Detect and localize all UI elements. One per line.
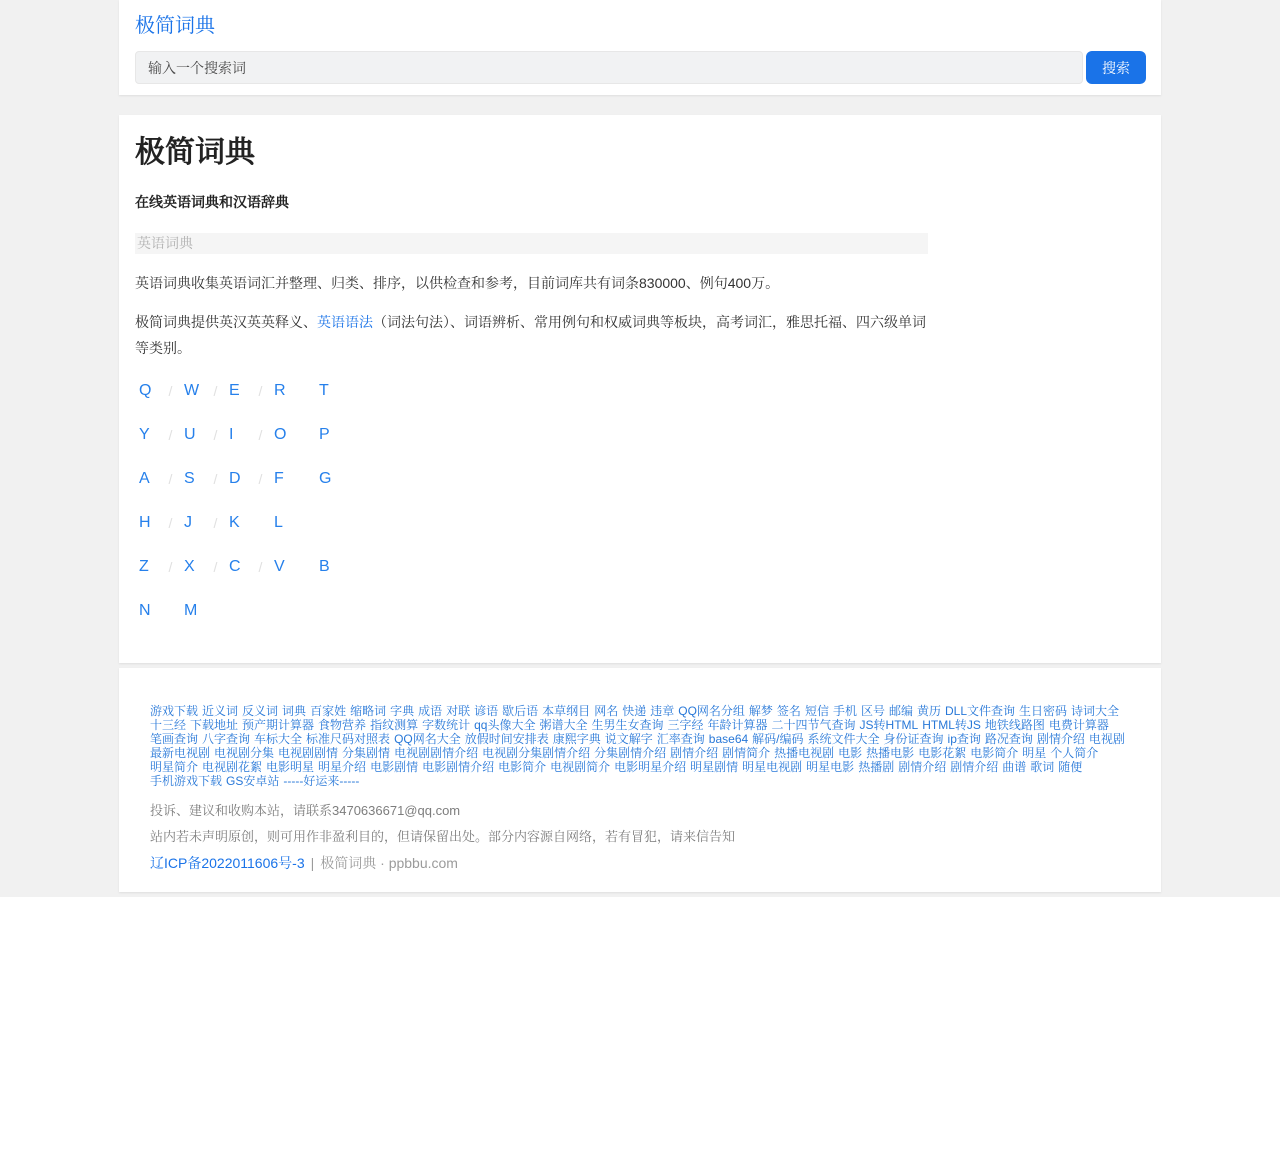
letter-link-h[interactable]: H bbox=[139, 514, 151, 531]
footer-link[interactable]: 随便 bbox=[1058, 760, 1083, 774]
footer-link[interactable]: 生男生女查询 bbox=[591, 718, 664, 732]
footer-link[interactable]: 快递 bbox=[622, 704, 647, 718]
letter-link-d[interactable]: D bbox=[229, 470, 241, 487]
footer-link[interactable]: 缩略词 bbox=[350, 704, 387, 718]
footer-link[interactable]: base64 bbox=[708, 732, 749, 746]
footer-link[interactable]: 放假时间安排表 bbox=[464, 732, 549, 746]
letter-link-e[interactable]: E bbox=[229, 382, 240, 399]
letter-separator: / bbox=[213, 515, 218, 531]
letter-link-v[interactable]: V bbox=[274, 558, 285, 575]
footer-link-line bbox=[150, 774, 1130, 788]
copyright-notice: 站内若未声明原创，则可用作非盈利目的，但请保留出处。部分内容源自网络，若有冒犯，请来信告知 bbox=[150, 829, 736, 844]
letter-separator: / bbox=[213, 559, 218, 575]
footer-link[interactable]: 成语 bbox=[418, 704, 443, 718]
letter-link-i[interactable]: I bbox=[229, 426, 234, 443]
letter-row bbox=[139, 558, 1145, 576]
letter-separator: / bbox=[168, 383, 173, 399]
footer-link[interactable]: 八字查询 bbox=[202, 732, 251, 746]
footer-link[interactable]: 二十四节气查询 bbox=[771, 718, 856, 732]
features-text-before: 极简词典提供英汉英英释义、 bbox=[135, 314, 317, 330]
footer-link[interactable]: 电影明星 bbox=[266, 760, 315, 774]
footer-link[interactable]: 分集剧情介绍 bbox=[594, 746, 667, 760]
footer-link[interactable]: 电视剧剧情介绍 bbox=[394, 746, 479, 760]
footer-link[interactable]: 电视剧剧情 bbox=[278, 746, 339, 760]
footer-link[interactable]: 剧情介绍 bbox=[950, 760, 999, 774]
letter-link-a[interactable]: A bbox=[139, 470, 150, 487]
footer-link[interactable]: 违章 bbox=[650, 704, 675, 718]
footer-link[interactable]: HTML转JS bbox=[922, 718, 981, 732]
letter-separator: / bbox=[258, 471, 263, 487]
letter-link-n[interactable]: N bbox=[139, 602, 151, 619]
letter-row bbox=[139, 602, 1145, 620]
footer-link[interactable]: 指纹测算 bbox=[370, 718, 419, 732]
letter-separator: / bbox=[168, 559, 173, 575]
footer-link[interactable]: 歇后语 bbox=[502, 704, 539, 718]
footer-link[interactable]: 电影明星介绍 bbox=[614, 760, 687, 774]
footer-link[interactable]: QQ网名大全 bbox=[394, 732, 461, 746]
icp-record-link[interactable]: 辽ICP备2022011606号-3 bbox=[150, 855, 305, 871]
letter-separator: / bbox=[168, 427, 173, 443]
intro-paragraph: 英语词典收集英语词汇并整理、归类、排序，以供检查和参考，目前词库共有词条830000、例句400万。 bbox=[135, 275, 780, 291]
header bbox=[119, 0, 1161, 95]
letter-separator: / bbox=[258, 427, 263, 443]
footer-link[interactable]: QQ网名分组 bbox=[678, 704, 745, 718]
footer-link[interactable]: 近义词 bbox=[202, 704, 239, 718]
footer-link[interactable]: 分集剧情 bbox=[342, 746, 391, 760]
footer-link[interactable]: 手机游戏下载 bbox=[150, 774, 223, 788]
letter-row bbox=[139, 470, 1145, 488]
features-text-after: （词法句法）、词语辨析、常用例句和权威词典等板块，高考词汇，雅思托福、四六级单词等类别。 bbox=[135, 314, 926, 356]
letter-row bbox=[139, 514, 1145, 532]
site-name-text: 极简词典 · ppbbu.com bbox=[320, 855, 458, 871]
footer-link[interactable]: 词典 bbox=[282, 704, 307, 718]
letter-link-y[interactable]: Y bbox=[139, 426, 150, 443]
footer-link[interactable]: 邮编 bbox=[888, 704, 913, 718]
footer-link[interactable]: 曲谱 bbox=[1002, 760, 1027, 774]
footer-link[interactable]: DLL文件查询 bbox=[945, 704, 1016, 718]
letter-link-f[interactable]: F bbox=[274, 470, 284, 487]
footer-link[interactable]: 明星电影 bbox=[806, 760, 855, 774]
footer-link[interactable]: 本草纲目 bbox=[542, 704, 591, 718]
letter-link-w[interactable]: W bbox=[184, 382, 200, 399]
letter-link-j[interactable]: J bbox=[184, 514, 192, 531]
footer-link[interactable]: 电视剧分集 bbox=[214, 746, 275, 760]
footer-link[interactable]: 剧情介绍 bbox=[1036, 732, 1085, 746]
footer-link[interactable]: 三字经 bbox=[667, 718, 704, 732]
footer-link[interactable]: 游戏下载 bbox=[150, 704, 199, 718]
footer-link[interactable]: 说文解字 bbox=[604, 732, 653, 746]
footer-link[interactable]: 电视剧花絮 bbox=[202, 760, 263, 774]
footer-link[interactable]: 网名 bbox=[594, 704, 619, 718]
footer-link-line bbox=[150, 704, 1130, 718]
letter-separator: / bbox=[213, 383, 218, 399]
footer-link[interactable]: 电影剧情 bbox=[370, 760, 419, 774]
footer-link-line bbox=[150, 718, 1130, 732]
footer-link[interactable]: 热播剧 bbox=[858, 760, 895, 774]
footer-link[interactable]: 剧情介绍 bbox=[898, 760, 947, 774]
contact-line: 投诉、建议和收购本站，请联系3470636671@qq.com bbox=[150, 803, 461, 818]
footer-link[interactable]: 个人简介 bbox=[1050, 746, 1099, 760]
letter-link-p[interactable]: P bbox=[319, 426, 330, 443]
footer-link-line bbox=[150, 746, 1130, 760]
section-header-english-dictionary: 英语词典 bbox=[135, 233, 928, 254]
footer-link[interactable]: 生日密码 bbox=[1019, 704, 1068, 718]
footer-link[interactable]: 诗词大全 bbox=[1071, 704, 1120, 718]
footer-link[interactable]: 电视剧简介 bbox=[550, 760, 611, 774]
footer-link[interactable]: 剧情简介 bbox=[722, 746, 771, 760]
letter-link-k[interactable]: K bbox=[229, 514, 240, 531]
footer-link[interactable]: 最新电视剧 bbox=[150, 746, 211, 760]
letter-row bbox=[139, 382, 1145, 400]
footer-link[interactable]: 区号 bbox=[860, 704, 885, 718]
letter-separator: / bbox=[168, 515, 173, 531]
site-logo[interactable]: 极简词典 bbox=[135, 15, 215, 37]
letter-separator: / bbox=[168, 471, 173, 487]
letter-link-c[interactable]: C bbox=[229, 558, 241, 575]
footer-link[interactable]: 年龄计算器 bbox=[707, 718, 768, 732]
footer-link[interactable]: 黄历 bbox=[917, 704, 942, 718]
footer-link[interactable]: 签名 bbox=[776, 704, 801, 718]
letter-link-x[interactable]: X bbox=[184, 558, 195, 575]
footer-link[interactable]: 笔画查询 bbox=[150, 732, 199, 746]
footer-link[interactable]: 预产期计算器 bbox=[242, 718, 315, 732]
footer-link[interactable]: 电影 bbox=[838, 746, 863, 760]
footer-link[interactable]: 电视剧分集剧情介绍 bbox=[482, 746, 591, 760]
letter-link-l[interactable]: L bbox=[274, 514, 283, 531]
features-paragraph bbox=[135, 309, 928, 361]
letter-separator: / bbox=[213, 471, 218, 487]
search-bar bbox=[135, 51, 1146, 84]
footer-link[interactable]: 身份证查询 bbox=[883, 732, 944, 746]
footer-link[interactable]: 明星电视剧 bbox=[742, 760, 803, 774]
footer-link[interactable]: 地铁线路图 bbox=[984, 718, 1045, 732]
footer-link[interactable]: 汇率查询 bbox=[656, 732, 705, 746]
footer-link[interactable]: 字数统计 bbox=[422, 718, 471, 732]
letter-link-o[interactable]: O bbox=[274, 426, 287, 443]
letter-link-q[interactable]: Q bbox=[139, 382, 152, 399]
search-button[interactable]: 搜索 bbox=[1086, 51, 1146, 84]
letter-grid bbox=[135, 382, 1145, 620]
footer-link[interactable]: GS安卓站 bbox=[226, 774, 280, 788]
icp-separator: | bbox=[310, 855, 315, 871]
footer-link[interactable]: 明星介绍 bbox=[318, 760, 367, 774]
footer-link[interactable]: 电影简介 bbox=[970, 746, 1019, 760]
page-title: 极简词典 bbox=[135, 136, 255, 169]
footer-link[interactable]: 电费计算器 bbox=[1048, 718, 1109, 732]
footer-link[interactable]: 电影简介 bbox=[498, 760, 547, 774]
letter-link-r[interactable]: R bbox=[274, 382, 286, 399]
footer-links bbox=[150, 704, 1130, 788]
footer-link[interactable]: 十三经 bbox=[150, 718, 187, 732]
footer-link[interactable]: -----好运来----- bbox=[283, 774, 360, 788]
footer-link[interactable]: 明星简介 bbox=[150, 760, 199, 774]
footer-link[interactable]: 剧情介绍 bbox=[670, 746, 719, 760]
footer-link[interactable]: qq头像大全 bbox=[474, 718, 536, 732]
footer-link-line bbox=[150, 760, 1130, 774]
main-content bbox=[119, 115, 1161, 663]
article bbox=[135, 233, 928, 361]
search-input[interactable] bbox=[135, 51, 1083, 84]
footer-link[interactable]: 车标大全 bbox=[254, 732, 303, 746]
footer-link[interactable]: ip查询 bbox=[947, 732, 981, 746]
footer-link[interactable]: 电影剧情介绍 bbox=[422, 760, 495, 774]
footer-link[interactable]: 手机 bbox=[832, 704, 857, 718]
letter-row bbox=[139, 426, 1145, 444]
letter-link-s[interactable]: S bbox=[184, 470, 195, 487]
footer-link[interactable]: 食物营养 bbox=[318, 718, 367, 732]
footer-link[interactable]: 解梦 bbox=[748, 704, 773, 718]
footer-link[interactable]: 明星剧情 bbox=[690, 760, 739, 774]
footer-link[interactable]: 短信 bbox=[804, 704, 829, 718]
footer-link[interactable]: 系统文件大全 bbox=[807, 732, 880, 746]
footer-link[interactable]: JS转HTML bbox=[859, 718, 919, 732]
letter-link-m[interactable]: M bbox=[184, 602, 198, 619]
content-column bbox=[119, 0, 1161, 892]
letter-link-z[interactable]: Z bbox=[139, 558, 149, 575]
icp-line bbox=[150, 855, 1130, 872]
footer-link[interactable]: 电影花絮 bbox=[918, 746, 967, 760]
footer-link[interactable]: 解码/编码 bbox=[752, 732, 804, 746]
letter-separator: / bbox=[213, 427, 218, 443]
page-subtitle: 在线英语词典和汉语辞典 bbox=[135, 194, 289, 210]
footer-link[interactable]: 谚语 bbox=[474, 704, 499, 718]
footer-link[interactable]: 热播电影 bbox=[866, 746, 915, 760]
footer-link[interactable]: 对联 bbox=[446, 704, 471, 718]
footer-link[interactable]: 康熙字典 bbox=[552, 732, 601, 746]
footer-link[interactable]: 粥谱大全 bbox=[539, 718, 588, 732]
letter-separator: / bbox=[258, 559, 263, 575]
footer-link-line bbox=[150, 732, 1130, 746]
letter-link-u[interactable]: U bbox=[184, 426, 196, 443]
letter-link-b[interactable]: B bbox=[319, 558, 330, 575]
footer-link[interactable]: 电视剧 bbox=[1088, 732, 1125, 746]
letter-link-g[interactable]: G bbox=[319, 470, 332, 487]
footer-link[interactable]: 明星 bbox=[1022, 746, 1047, 760]
letter-link-t[interactable]: T bbox=[319, 382, 329, 399]
footer-link[interactable]: 字典 bbox=[390, 704, 415, 718]
footer-link[interactable]: 热播电视剧 bbox=[774, 746, 835, 760]
english-grammar-link[interactable]: 英语语法 bbox=[317, 314, 373, 330]
letter-separator: / bbox=[258, 383, 263, 399]
footer-link[interactable]: 路况查询 bbox=[984, 732, 1033, 746]
footer-link[interactable]: 标准尺码对照表 bbox=[306, 732, 391, 746]
footer bbox=[119, 668, 1161, 892]
footer-link[interactable]: 百家姓 bbox=[310, 704, 347, 718]
footer-link[interactable]: 下载地址 bbox=[190, 718, 239, 732]
footer-link[interactable]: 反义词 bbox=[242, 704, 279, 718]
footer-link[interactable]: 歌词 bbox=[1030, 760, 1055, 774]
